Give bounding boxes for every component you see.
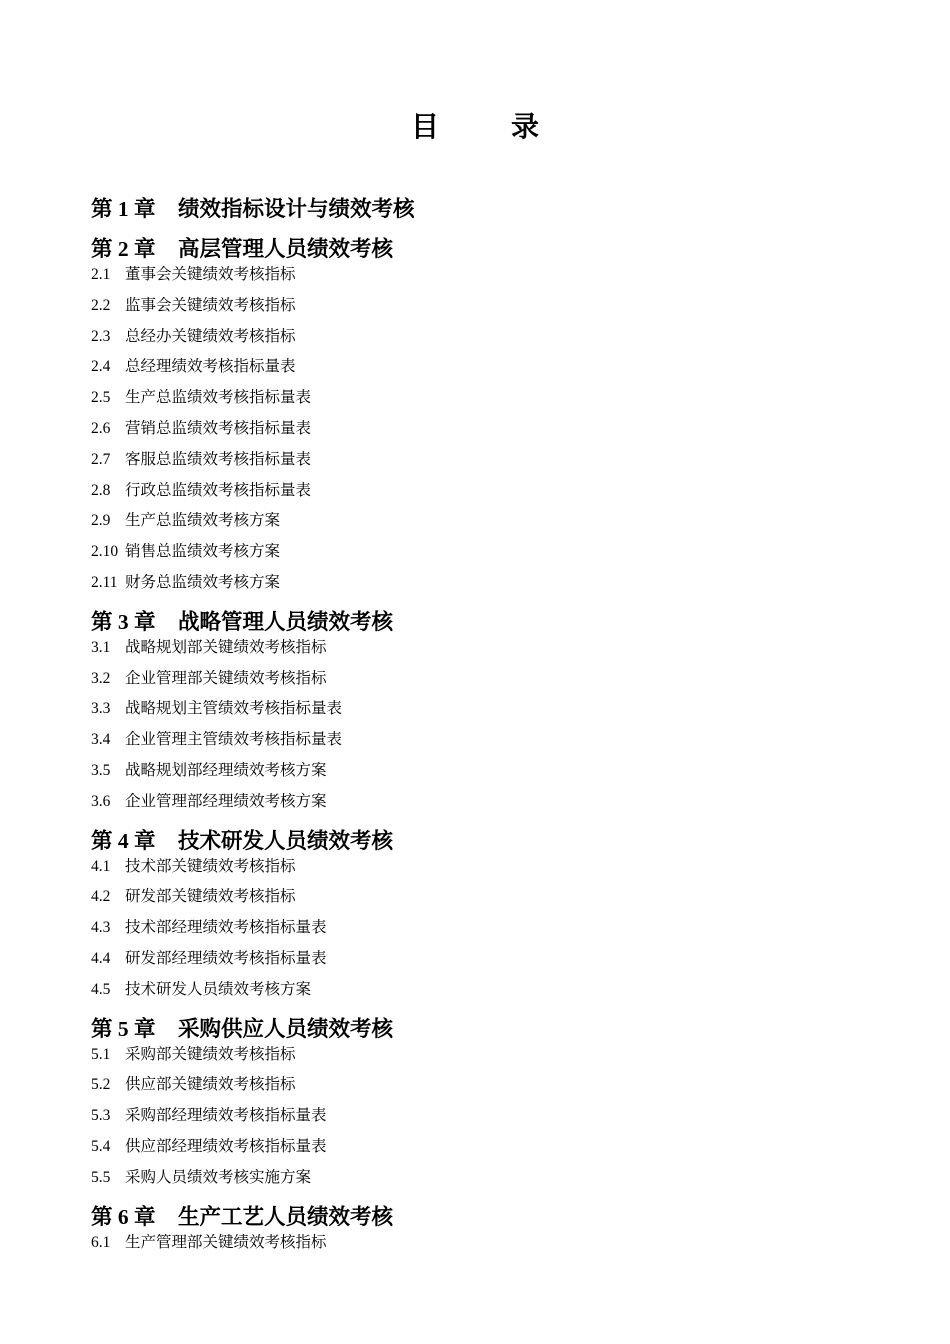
toc-chapter[interactable]	[91, 194, 871, 224]
toc-item[interactable]	[91, 729, 871, 760]
section-title: 销售总监绩效考核方案	[125, 543, 281, 561]
page-title: 目 录	[410, 112, 561, 143]
toc-item[interactable]	[91, 387, 871, 418]
toc-chapter[interactable]	[91, 826, 871, 856]
section-title: 技术部关键绩效考核指标	[125, 857, 296, 875]
section-title: 生产管理部关键绩效考核指标	[125, 1233, 327, 1251]
toc-item[interactable]	[91, 326, 871, 357]
toc-item[interactable]	[91, 572, 871, 603]
chapter-number: 第 4 章	[91, 828, 156, 853]
section-number: 2.2	[91, 296, 111, 314]
toc-item[interactable]	[91, 948, 871, 979]
toc-chapter[interactable]	[91, 1014, 871, 1044]
toc-item[interactable]	[91, 698, 871, 729]
section-number: 5.4	[91, 1137, 111, 1155]
chapter-number: 第 3 章	[91, 609, 156, 634]
toc-item[interactable]	[91, 1136, 871, 1167]
section-title: 技术研发人员绩效考核方案	[125, 980, 312, 998]
section-title: 监事会关键绩效考核指标	[125, 296, 296, 314]
section-number: 2.9	[91, 512, 111, 530]
chapter-title: 高层管理人员绩效考核	[178, 237, 394, 261]
toc-item[interactable]	[91, 917, 871, 948]
section-number: 3.1	[91, 638, 111, 656]
toc-item[interactable]	[91, 856, 871, 887]
section-number: 2.7	[91, 450, 111, 468]
toc-item[interactable]	[91, 1232, 871, 1263]
toc-item[interactable]	[91, 1105, 871, 1136]
section-title: 企业管理部经理绩效考核方案	[125, 792, 327, 810]
section-number: 2.1	[91, 266, 111, 283]
section-title: 供应部关键绩效考核指标	[125, 1076, 296, 1094]
section-number: 5.2	[91, 1076, 111, 1094]
section-title: 研发部关键绩效考核指标	[125, 888, 296, 906]
toc-item[interactable]	[91, 418, 871, 449]
toc-item[interactable]	[91, 541, 871, 572]
section-number: 5.5	[91, 1168, 111, 1186]
toc-chapter[interactable]	[91, 234, 871, 264]
toc-item[interactable]	[91, 449, 871, 480]
section-title: 生产总监绩效考核方案	[125, 512, 281, 530]
toc-item[interactable]	[91, 668, 871, 699]
section-title: 总经办关键绩效考核指标	[125, 327, 296, 345]
section-title: 生产总监绩效考核指标量表	[125, 389, 312, 407]
section-title: 行政总监绩效考核指标量表	[125, 481, 312, 499]
chapter-number: 第 5 章	[91, 1016, 156, 1041]
section-number: 2.4	[91, 358, 111, 376]
chapter-title: 采购供应人员绩效考核	[178, 1016, 394, 1041]
section-number: 4.1	[91, 857, 111, 875]
section-title: 采购部关键绩效考核指标	[125, 1045, 296, 1063]
toc-item[interactable]	[91, 356, 871, 387]
chapter-number: 第 2 章	[91, 237, 156, 261]
section-number: 4.5	[91, 980, 111, 998]
toc-item[interactable]	[91, 791, 871, 822]
section-title: 战略规划主管绩效考核指标量表	[125, 700, 343, 718]
chapter-title: 绩效指标设计与绩效考核	[178, 197, 415, 221]
section-title: 战略规划部经理绩效考核方案	[125, 761, 327, 779]
section-number: 2.3	[91, 327, 111, 345]
toc-item[interactable]	[91, 480, 871, 511]
table-of-contents	[91, 194, 871, 1262]
chapter-title: 战略管理人员绩效考核	[178, 609, 394, 634]
toc-chapter[interactable]	[91, 607, 871, 637]
section-title: 采购人员绩效考核实施方案	[125, 1168, 312, 1186]
section-number: 2.6	[91, 419, 111, 437]
section-number: 3.4	[91, 731, 111, 749]
toc-item[interactable]	[91, 1074, 871, 1105]
section-number: 6.1	[91, 1233, 111, 1251]
toc-item[interactable]	[91, 979, 871, 1010]
toc-item[interactable]	[91, 886, 871, 917]
toc-item[interactable]	[91, 510, 871, 541]
section-title: 技术部经理绩效考核指标量表	[125, 919, 327, 937]
section-number: 3.6	[91, 792, 111, 810]
section-title: 财务总监绩效考核方案	[125, 573, 281, 591]
section-number: 3.3	[91, 700, 111, 718]
toc-item[interactable]	[91, 1167, 871, 1198]
section-number: 3.2	[91, 669, 111, 687]
section-title: 董事会关键绩效考核指标	[125, 266, 296, 283]
chapter-number: 第 1 章	[91, 197, 156, 221]
chapter-title: 技术研发人员绩效考核	[178, 828, 394, 853]
section-number: 5.3	[91, 1107, 111, 1125]
chapter-number: 第 6 章	[91, 1204, 156, 1229]
section-number: 2.11	[91, 573, 118, 591]
section-title: 客服总监绩效考核指标量表	[125, 450, 312, 468]
section-number: 2.8	[91, 481, 111, 499]
section-title: 企业管理主管绩效考核指标量表	[125, 731, 343, 749]
section-number: 3.5	[91, 761, 111, 779]
toc-item[interactable]	[91, 760, 871, 791]
toc-item[interactable]	[91, 264, 871, 295]
section-title: 战略规划部关键绩效考核指标	[125, 638, 327, 656]
toc-chapter[interactable]	[91, 1202, 871, 1232]
section-title: 总经理绩效考核指标量表	[125, 358, 296, 376]
section-number: 4.3	[91, 919, 111, 937]
section-number: 2.10	[91, 543, 119, 561]
section-number: 2.5	[91, 389, 111, 407]
toc-item[interactable]	[91, 637, 871, 668]
section-number: 5.1	[91, 1045, 111, 1063]
toc-item[interactable]	[91, 1044, 871, 1075]
section-title: 供应部经理绩效考核指标量表	[125, 1137, 327, 1155]
chapter-title: 生产工艺人员绩效考核	[178, 1204, 394, 1229]
section-number: 4.2	[91, 888, 111, 906]
toc-item[interactable]	[91, 295, 871, 326]
section-title: 采购部经理绩效考核指标量表	[125, 1107, 327, 1125]
section-title: 营销总监绩效考核指标量表	[125, 419, 312, 437]
section-title: 研发部经理绩效考核指标量表	[125, 949, 327, 967]
section-title: 企业管理部关键绩效考核指标	[125, 669, 327, 687]
section-number: 4.4	[91, 949, 111, 967]
